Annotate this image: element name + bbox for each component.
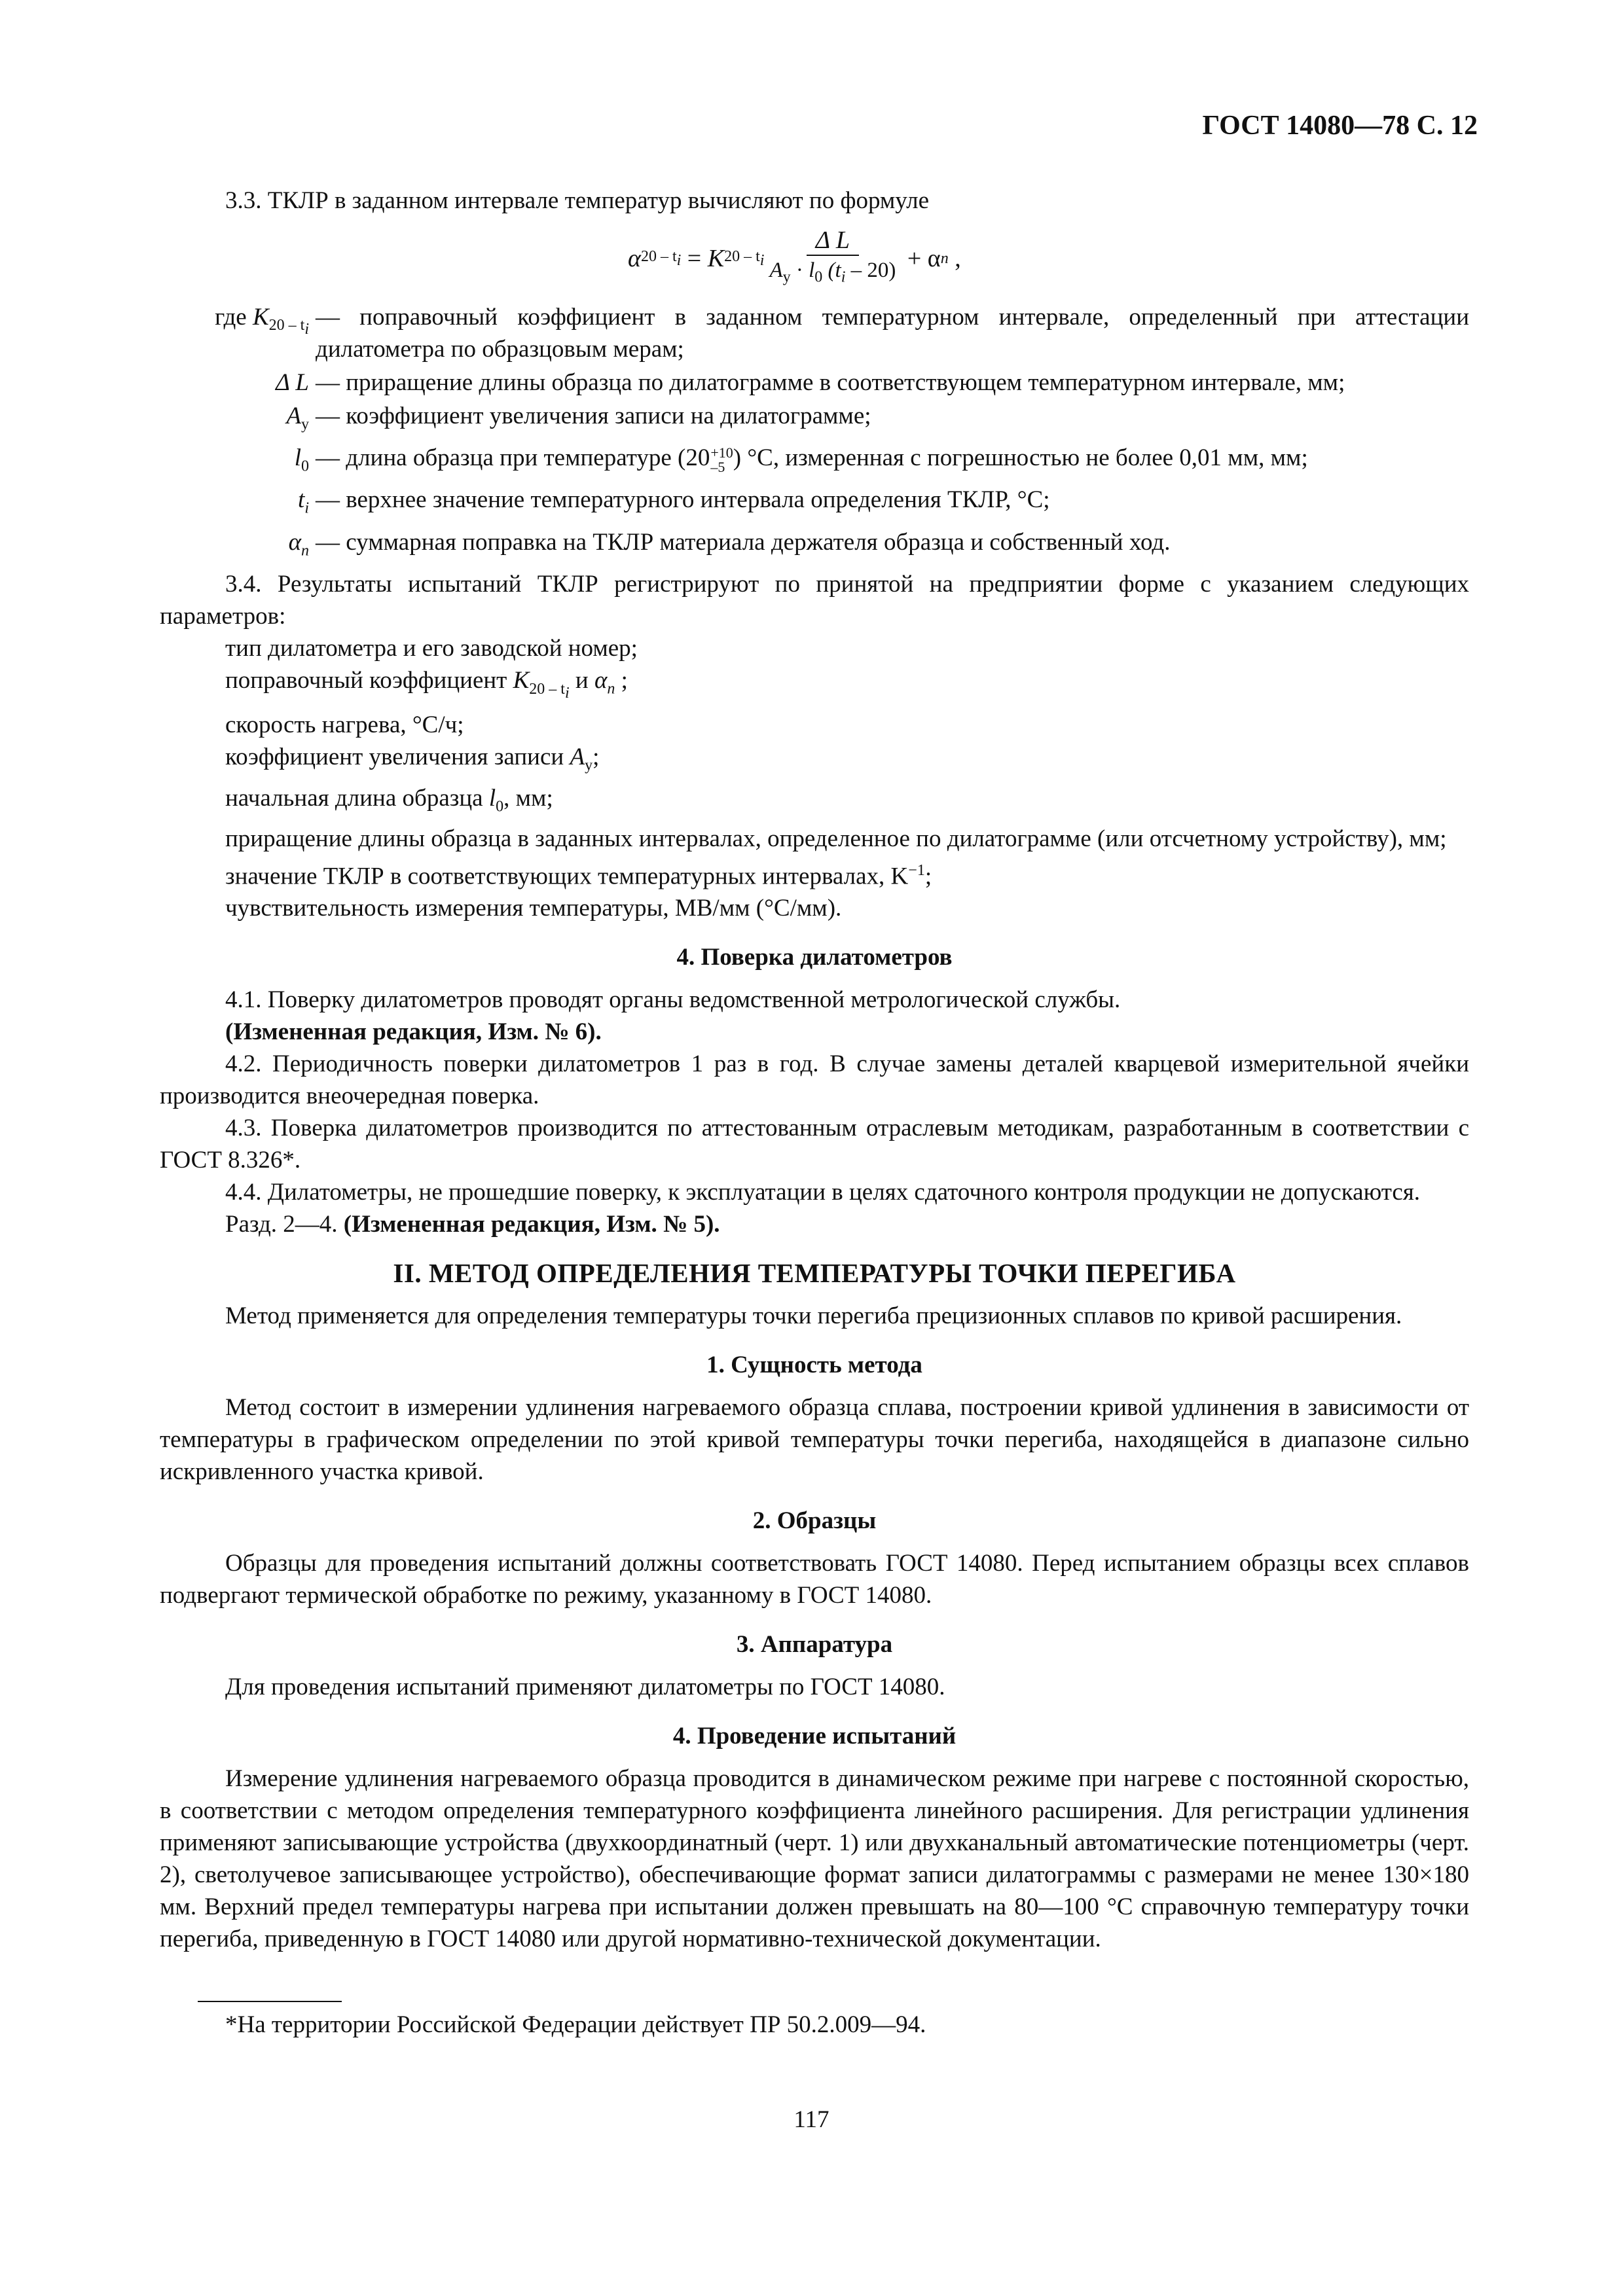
formula-fraction xyxy=(769,226,896,292)
list-item: чувствительность измерения температуры, МВ/мм (°С/мм). xyxy=(225,895,842,922)
def-an xyxy=(160,526,1469,567)
paragraph-4-4: 4.4. Дилатометры, не прошедшие поверку, к эксплуатации в целях сдаточного контроля продукции не допускаются. xyxy=(225,1179,1421,1206)
formula-k: K xyxy=(707,244,725,272)
footnote-divider xyxy=(198,2001,342,2002)
list-item: поправочный коэффициент $K_{20 - t_i}$ и $\alpha_n$ ; xyxy=(225,667,628,702)
formula-alpha: α xyxy=(628,244,641,272)
list-item: скорость нагрева, °С/ч; xyxy=(225,711,464,739)
list-item: тип дилатометра и его заводской номер; xyxy=(225,635,638,662)
def-an-text: — суммарная поправка на ТКЛР материала держателя образца и собственный ход. xyxy=(316,528,1171,556)
section-4-title: 4. Поверка дилатометров xyxy=(676,944,953,971)
page-content xyxy=(160,185,1469,2041)
def-ay-symbol: $A_y$ xyxy=(286,402,309,433)
def-ti-text: — верхнее значение температурного интервала определения ТКЛР, °С; xyxy=(316,486,1050,514)
paragraph-4-1: 4.1. Поверку дилатометров проводят органы ведомственной метрологической службы. xyxy=(225,986,1121,1014)
formula-eq: = xyxy=(681,244,708,272)
def-dl xyxy=(160,367,1469,399)
paragraph-4-2: 4.2. Периодичность поверки дилатометров 1 раз в год. В случае замены деталей кварцевой измерительной ячейки производится внеочередная поверка. xyxy=(160,1050,1469,1110)
amendment-6: (Измененная редакция, Изм. № 6). xyxy=(225,1018,602,1046)
paragraph-3-3: 3.3. ТКЛР в заданном интервале температур вычисляют по формуле xyxy=(225,187,930,214)
formula-alpha-sub: $20 - t_i$ xyxy=(640,247,682,269)
paragraph-3-4: 3.4. Результаты испытаний ТКЛР регистрируют по принятой на предприятии форме с указанием следующих параметров: xyxy=(160,571,1469,630)
paragraph-4-3: 4.3. Поверка дилатометров производится по аттестованным отраслевым методикам, разработанным в соответствии с ГОСТ 8.326*. xyxy=(160,1115,1469,1174)
part-ii-title: II. МЕТОД ОПРЕДЕЛЕНИЯ ТЕМПЕРАТУРЫ ТОЧКИ ПЕРЕГИБА xyxy=(393,1258,1236,1289)
section-4-test-title: 4. Проведение испытаний xyxy=(672,1723,957,1750)
def-ti-symbol: $t_i$ xyxy=(298,486,309,517)
def-l0-symbol: $l_0$ xyxy=(294,444,309,475)
def-ti xyxy=(160,484,1469,524)
def-ay xyxy=(160,400,1469,440)
def-l0 xyxy=(160,442,1469,482)
list-item: начальная длина образца $l_0$, мм; xyxy=(225,784,553,816)
def-ay-text: — коэффициент увеличения записи на дилатограмме; xyxy=(316,402,871,429)
section-2-title: 2. Образцы xyxy=(752,1507,877,1535)
formula-denominator: $A_y \cdot l_0$ $(t_i - 20)$ xyxy=(769,259,896,286)
list-item: значение ТКЛР в соответствующих температурных интервалах, $K^{-1}$; xyxy=(225,862,932,890)
def-k-text: — поправочный коэффициент в заданном температурном интервале, определенный при аттестации дилатометра по образцовым мерам; xyxy=(316,303,1469,363)
def-dl-symbol: Δ L xyxy=(276,368,309,396)
page-header: ГОСТ 14080—78 С. 12 xyxy=(1202,111,1478,141)
formula-numerator: Δ L xyxy=(807,226,859,256)
section-2-text: Образцы для проведения испытаний должны соответствовать ГОСТ 14080. Перед испытанием образцы всех сплавов подвергают термической обработке по режиму, указанному в ГОСТ 14080. xyxy=(160,1550,1469,1609)
formula-plus-alpha: + α xyxy=(901,244,941,272)
def-an-symbol: $\alpha_n$ xyxy=(288,528,309,560)
amendment-5: Разд. 2—4. (Измененная редакция, Изм. № 5). xyxy=(225,1211,720,1238)
page-number: 117 xyxy=(793,2106,830,2133)
def-l0-text: — длина образца при температуре (20 +10 –5 ) °С, измеренная с погрешностью не более 0,01 мм, мм; xyxy=(316,444,1308,475)
list-item: коэффициент увеличения записи $A_y$; xyxy=(225,744,600,774)
section-1-text: Метод состоит в измерении удлинения нагреваемого образца сплава, построении кривой удлинения в зависимости от температуры в графическом определении по этой кривой температуры точки перегиба, находящейся в диапазоне сильно искривленного участка кривой. xyxy=(160,1394,1469,1486)
def-k-symbol: где $K_{20 - t_i}$ xyxy=(215,303,309,338)
section-3-text: Для проведения испытаний применяют дилатометры по ГОСТ 14080. xyxy=(225,1674,945,1701)
section-3-title: 3. Аппаратура xyxy=(736,1631,893,1659)
def-k xyxy=(160,301,1469,365)
section-1-title: 1. Сущность метода xyxy=(706,1352,922,1379)
list-item: приращение длины образца в заданных интервалах, определенное по дилатограмме (или отсчетному устройству), мм; xyxy=(225,825,1447,853)
section-4-test-text: Измерение удлинения нагреваемого образца проводится в динамическом режиме при нагреве с постоянной скоростью, в соответствии с методом определения температурного коэффициента линейного расширения. Для регистрации удлинения применяют записывающие устройства (двухкоординатный (черт. 1) или двухканальный автоматические потенциометры (черт. 2), светолучевое записывающее устройство), обеспечивающие формат записи дилатограммы с размерами не менее 130×180 мм. Верхний предел температуры нагрева при испытании должен превышать на 80—100 °С справочную температуру точки перегиба, приведенную в ГОСТ 14080 или другой нормативно-технической документации. xyxy=(160,1765,1469,1953)
footnote: *На территории Российской Федерации действует ПР 50.2.009—94. xyxy=(225,2011,926,2039)
parameters-list xyxy=(160,632,1469,924)
def-dl-text: — приращение длины образца по дилатограмме в соответствующем температурном интервале, мм; xyxy=(316,368,1345,396)
formula-k-sub: $20 - t_i$ xyxy=(724,247,765,269)
formula-definitions xyxy=(160,301,1469,567)
tklr-formula: α $20 - t_i$ = K $20 - t_i$ $\frac{\text{Δ L}}{A_y \cdot l_0 (t_i - 20)}$ + α n , xyxy=(628,226,1469,292)
part-ii-intro: Метод применяется для определения температуры точки перегиба прецизионных сплавов по кривой расширения. xyxy=(225,1302,1402,1330)
